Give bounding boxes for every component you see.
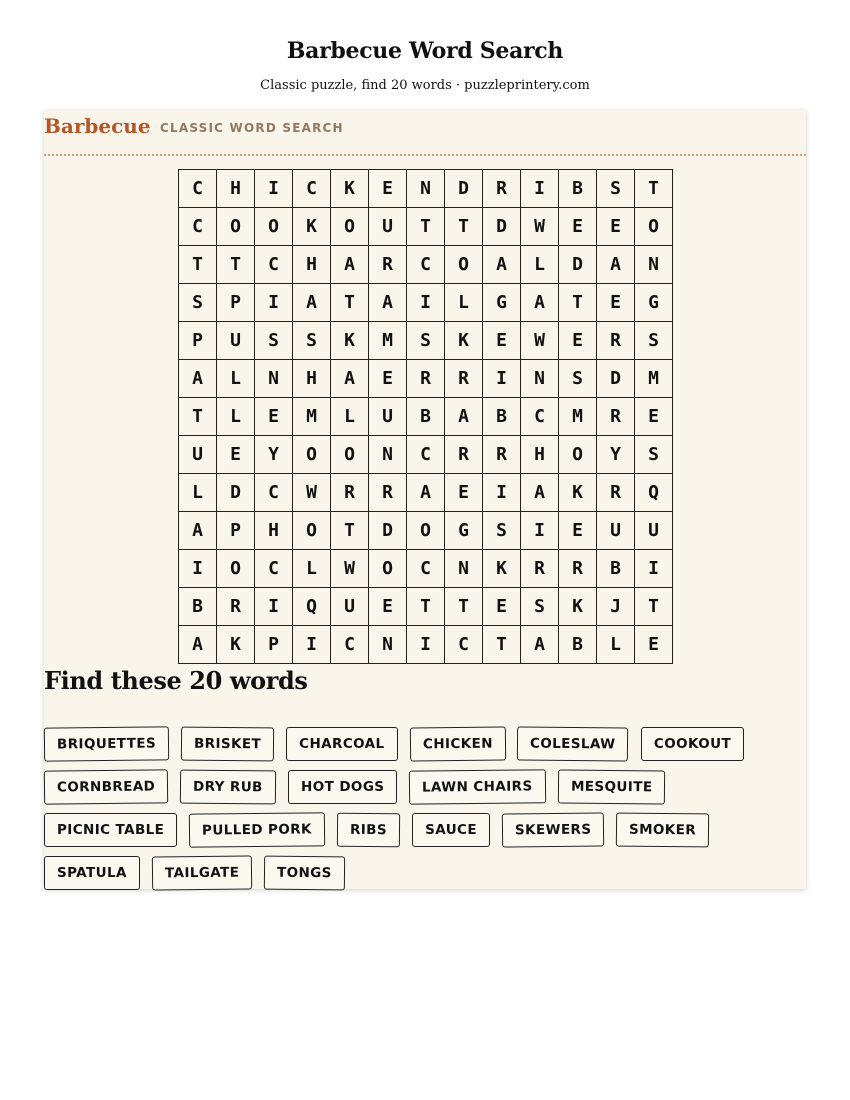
grid-cell[interactable]: I bbox=[179, 550, 217, 588]
grid-cell[interactable]: T bbox=[331, 512, 369, 550]
card-header bbox=[44, 110, 806, 156]
grid-cell[interactable]: I bbox=[407, 626, 445, 664]
grid-cell[interactable]: B bbox=[407, 398, 445, 436]
grid-cell[interactable]: W bbox=[331, 550, 369, 588]
grid-cell[interactable]: W bbox=[293, 474, 331, 512]
grid-cell[interactable]: J bbox=[597, 588, 635, 626]
grid-cell[interactable]: B bbox=[559, 170, 597, 208]
grid-cell[interactable]: R bbox=[597, 474, 635, 512]
grid-cell[interactable]: A bbox=[369, 284, 407, 322]
grid-cell[interactable]: E bbox=[369, 588, 407, 626]
grid-cell[interactable]: R bbox=[559, 550, 597, 588]
grid-cell[interactable]: T bbox=[179, 246, 217, 284]
grid-cell[interactable]: T bbox=[635, 170, 673, 208]
grid-cell[interactable]: U bbox=[179, 436, 217, 474]
grid-cell[interactable]: T bbox=[445, 208, 483, 246]
grid-cell[interactable]: I bbox=[635, 550, 673, 588]
grid-cell[interactable]: D bbox=[445, 170, 483, 208]
grid-cell[interactable]: T bbox=[407, 588, 445, 626]
grid-cell[interactable]: K bbox=[331, 322, 369, 360]
grid-cell[interactable]: U bbox=[369, 398, 407, 436]
grid-cell[interactable]: A bbox=[179, 360, 217, 398]
grid-cell[interactable]: K bbox=[559, 474, 597, 512]
page-title: Barbecue Word Search bbox=[286, 38, 564, 64]
grid-cell[interactable]: W bbox=[521, 322, 559, 360]
grid-cell[interactable]: S bbox=[559, 360, 597, 398]
grid-cell[interactable]: O bbox=[293, 436, 331, 474]
grid-cell[interactable]: C bbox=[407, 550, 445, 588]
word-chip: CORNBREAD bbox=[44, 769, 169, 804]
grid-cell[interactable]: R bbox=[217, 588, 255, 626]
word-chip: SAUCE bbox=[412, 813, 490, 847]
grid-cell[interactable]: C bbox=[407, 246, 445, 284]
grid-cell[interactable]: D bbox=[559, 246, 597, 284]
grid-cell[interactable]: R bbox=[597, 322, 635, 360]
grid-cell[interactable]: C bbox=[407, 436, 445, 474]
brand-title: Barbecue bbox=[44, 114, 151, 138]
grid-cell[interactable]: C bbox=[331, 626, 369, 664]
grid-cell[interactable]: N bbox=[635, 246, 673, 284]
word-chip: BRISKET bbox=[181, 727, 274, 762]
grid-cell[interactable]: P bbox=[255, 626, 293, 664]
word-chip: HOT DOGS bbox=[288, 770, 397, 804]
grid-cell[interactable]: U bbox=[369, 208, 407, 246]
word-chip: LAWN CHAIRS bbox=[409, 769, 546, 804]
grid-cell[interactable]: U bbox=[217, 322, 255, 360]
grid-cell[interactable]: I bbox=[483, 360, 521, 398]
grid-cell[interactable]: S bbox=[407, 322, 445, 360]
grid-cell[interactable]: E bbox=[369, 360, 407, 398]
grid-cell[interactable]: T bbox=[179, 398, 217, 436]
grid-cell[interactable]: E bbox=[255, 398, 293, 436]
grid-cell[interactable]: S bbox=[179, 284, 217, 322]
grid-cell[interactable]: R bbox=[369, 474, 407, 512]
word-chip: DRY RUB bbox=[180, 770, 276, 805]
word-chip: MESQUITE bbox=[558, 770, 666, 805]
grid-cell[interactable]: I bbox=[521, 170, 559, 208]
grid-cell[interactable]: S bbox=[635, 322, 673, 360]
grid-cell[interactable]: D bbox=[217, 474, 255, 512]
grid-cell[interactable]: C bbox=[179, 208, 217, 246]
grid-cell[interactable]: P bbox=[217, 284, 255, 322]
grid-cell[interactable]: E bbox=[635, 398, 673, 436]
grid-cell[interactable]: E bbox=[597, 284, 635, 322]
grid-cell[interactable]: R bbox=[331, 474, 369, 512]
word-list bbox=[44, 727, 806, 890]
grid-cell[interactable]: H bbox=[255, 512, 293, 550]
grid-cell[interactable]: N bbox=[369, 436, 407, 474]
grid-cell[interactable]: O bbox=[559, 436, 597, 474]
grid-cell[interactable]: I bbox=[255, 588, 293, 626]
grid-cell[interactable]: E bbox=[597, 208, 635, 246]
grid-cell[interactable]: C bbox=[445, 626, 483, 664]
grid-cell[interactable]: L bbox=[597, 626, 635, 664]
grid-cell[interactable]: K bbox=[445, 322, 483, 360]
grid-cell[interactable]: E bbox=[635, 626, 673, 664]
grid-cell[interactable]: R bbox=[483, 436, 521, 474]
grid-cell[interactable]: U bbox=[331, 588, 369, 626]
grid-cell[interactable]: P bbox=[179, 322, 217, 360]
grid-cell[interactable]: Q bbox=[293, 588, 331, 626]
grid-cell[interactable]: L bbox=[217, 360, 255, 398]
grid-cell[interactable]: R bbox=[445, 436, 483, 474]
grid-cell[interactable]: M bbox=[369, 322, 407, 360]
grid-cell[interactable]: O bbox=[255, 208, 293, 246]
grid-cell[interactable]: K bbox=[217, 626, 255, 664]
grid-cell[interactable]: C bbox=[255, 246, 293, 284]
grid-cell[interactable]: S bbox=[597, 170, 635, 208]
grid-cell[interactable]: A bbox=[521, 284, 559, 322]
word-chip: PICNIC TABLE bbox=[44, 813, 177, 847]
grid-cell[interactable]: K bbox=[559, 588, 597, 626]
grid-cell[interactable]: A bbox=[597, 246, 635, 284]
grid-cell[interactable]: B bbox=[179, 588, 217, 626]
grid-cell[interactable]: E bbox=[559, 208, 597, 246]
grid-cell[interactable]: B bbox=[483, 398, 521, 436]
grid-cell[interactable]: C bbox=[255, 474, 293, 512]
grid-cell[interactable]: S bbox=[293, 322, 331, 360]
grid-cell[interactable]: D bbox=[483, 208, 521, 246]
grid-cell[interactable]: A bbox=[293, 284, 331, 322]
grid-cell[interactable]: T bbox=[635, 588, 673, 626]
grid-cell[interactable]: M bbox=[293, 398, 331, 436]
puzzle-card bbox=[44, 110, 806, 889]
grid-cell[interactable]: I bbox=[255, 170, 293, 208]
grid-cell[interactable]: D bbox=[369, 512, 407, 550]
grid-cell[interactable]: E bbox=[445, 474, 483, 512]
grid-cell[interactable]: S bbox=[255, 322, 293, 360]
grid-cell[interactable]: O bbox=[407, 512, 445, 550]
grid-cell[interactable]: E bbox=[483, 588, 521, 626]
grid-cell[interactable]: E bbox=[217, 436, 255, 474]
grid-cell[interactable]: K bbox=[483, 550, 521, 588]
grid-cell[interactable]: T bbox=[445, 588, 483, 626]
grid-cell[interactable]: A bbox=[331, 246, 369, 284]
word-chip: TONGS bbox=[264, 856, 345, 891]
grid-cell[interactable]: K bbox=[293, 208, 331, 246]
grid-cell[interactable]: E bbox=[559, 512, 597, 550]
word-chip: PULLED PORK bbox=[189, 812, 325, 847]
grid-cell[interactable]: O bbox=[217, 208, 255, 246]
grid-cell[interactable]: C bbox=[179, 170, 217, 208]
grid-cell[interactable]: A bbox=[445, 398, 483, 436]
grid-cell[interactable]: N bbox=[445, 550, 483, 588]
word-list-heading: Find these 20 words bbox=[44, 666, 308, 695]
grid-cell[interactable]: M bbox=[635, 360, 673, 398]
grid-cell[interactable]: R bbox=[483, 170, 521, 208]
grid-cell[interactable]: I bbox=[521, 512, 559, 550]
word-chip: COLESLAW bbox=[517, 727, 629, 762]
grid-cell[interactable]: A bbox=[483, 246, 521, 284]
grid-cell[interactable]: W bbox=[521, 208, 559, 246]
grid-cell[interactable]: R bbox=[369, 246, 407, 284]
grid-cell[interactable]: U bbox=[597, 512, 635, 550]
grid-cell[interactable]: B bbox=[597, 550, 635, 588]
grid-cell[interactable]: P bbox=[217, 512, 255, 550]
grid-cell[interactable]: L bbox=[217, 398, 255, 436]
grid-cell[interactable]: C bbox=[255, 550, 293, 588]
grid-cell[interactable]: R bbox=[407, 360, 445, 398]
grid-cell[interactable]: H bbox=[217, 170, 255, 208]
grid-cell[interactable]: T bbox=[331, 284, 369, 322]
grid-cell[interactable]: M bbox=[559, 398, 597, 436]
grid-cell[interactable]: I bbox=[483, 474, 521, 512]
grid-cell[interactable]: C bbox=[293, 170, 331, 208]
grid-cell[interactable]: N bbox=[255, 360, 293, 398]
grid-cell[interactable]: G bbox=[483, 284, 521, 322]
grid-cell[interactable]: I bbox=[255, 284, 293, 322]
word-chip: COOKOUT bbox=[641, 727, 744, 761]
word-chip: CHICKEN bbox=[409, 726, 505, 761]
puzzle-type-label: CLASSIC WORD SEARCH bbox=[160, 121, 344, 135]
grid-cell[interactable]: R bbox=[597, 398, 635, 436]
grid-cell[interactable]: U bbox=[635, 512, 673, 550]
grid-cell[interactable]: L bbox=[179, 474, 217, 512]
grid-cell[interactable]: I bbox=[407, 284, 445, 322]
grid-cell[interactable]: A bbox=[407, 474, 445, 512]
grid-cell[interactable]: O bbox=[331, 436, 369, 474]
grid-cell[interactable]: Y bbox=[597, 436, 635, 474]
grid-cell[interactable]: I bbox=[293, 626, 331, 664]
grid-cell[interactable]: K bbox=[331, 170, 369, 208]
grid-cell[interactable]: S bbox=[635, 436, 673, 474]
grid-cell[interactable]: S bbox=[483, 512, 521, 550]
grid-cell[interactable]: Y bbox=[255, 436, 293, 474]
grid-cell[interactable]: T bbox=[407, 208, 445, 246]
grid-cell[interactable]: T bbox=[559, 284, 597, 322]
grid-cell[interactable]: O bbox=[217, 550, 255, 588]
grid-cell[interactable]: A bbox=[331, 360, 369, 398]
grid-cell[interactable]: N bbox=[521, 360, 559, 398]
grid-cell[interactable]: R bbox=[445, 360, 483, 398]
grid-cell[interactable]: G bbox=[635, 284, 673, 322]
grid-cell[interactable]: L bbox=[331, 398, 369, 436]
grid-cell[interactable]: L bbox=[521, 246, 559, 284]
grid-cell[interactable]: O bbox=[369, 550, 407, 588]
word-chip: CHARCOAL bbox=[286, 727, 397, 761]
word-chip: TAILGATE bbox=[152, 855, 253, 890]
page-subtitle: Classic puzzle, find 20 words · puzzleprintery.com bbox=[260, 78, 590, 93]
grid-cell[interactable]: H bbox=[521, 436, 559, 474]
grid-cell[interactable]: T bbox=[217, 246, 255, 284]
word-chip: SKEWERS bbox=[502, 812, 605, 847]
grid-cell[interactable]: H bbox=[293, 246, 331, 284]
grid-cell[interactable]: Q bbox=[635, 474, 673, 512]
grid-cell[interactable]: T bbox=[483, 626, 521, 664]
grid-cell[interactable]: A bbox=[179, 512, 217, 550]
grid-cell[interactable]: O bbox=[331, 208, 369, 246]
grid-cell[interactable]: D bbox=[597, 360, 635, 398]
grid-cell[interactable]: S bbox=[521, 588, 559, 626]
word-chip: SPATULA bbox=[44, 856, 140, 890]
grid-cell[interactable]: N bbox=[407, 170, 445, 208]
letter-grid bbox=[178, 169, 673, 664]
grid-cell[interactable]: E bbox=[559, 322, 597, 360]
grid-cell[interactable]: N bbox=[369, 626, 407, 664]
grid-cell[interactable]: E bbox=[483, 322, 521, 360]
grid-cell[interactable]: O bbox=[445, 246, 483, 284]
word-chip: RIBS bbox=[337, 813, 400, 848]
word-chip: SMOKER bbox=[616, 813, 709, 848]
grid-cell[interactable]: R bbox=[521, 550, 559, 588]
grid-cell[interactable]: A bbox=[179, 626, 217, 664]
grid-cell[interactable]: O bbox=[293, 512, 331, 550]
word-chip: BRIQUETTES bbox=[44, 726, 169, 761]
grid-cell[interactable]: E bbox=[369, 170, 407, 208]
grid-cell[interactable]: O bbox=[635, 208, 673, 246]
grid-cell[interactable]: L bbox=[445, 284, 483, 322]
grid-cell[interactable]: H bbox=[293, 360, 331, 398]
grid-cell[interactable]: G bbox=[445, 512, 483, 550]
grid-cell[interactable]: L bbox=[293, 550, 331, 588]
grid-cell[interactable]: A bbox=[521, 626, 559, 664]
grid-cell[interactable]: B bbox=[559, 626, 597, 664]
grid-cell[interactable]: A bbox=[521, 474, 559, 512]
grid-cell[interactable]: C bbox=[521, 398, 559, 436]
